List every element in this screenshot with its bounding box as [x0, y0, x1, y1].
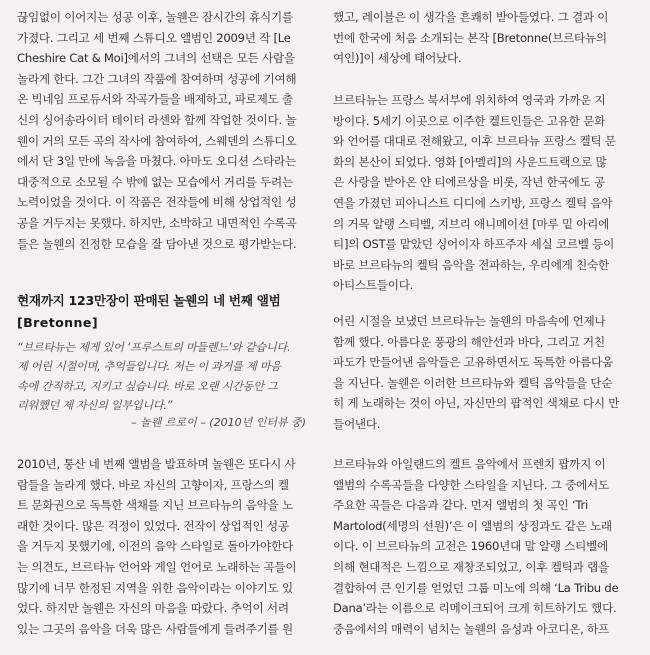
left-paragraph-1-line: 들은 놀웬의 진정한 모습을 잘 담아낸 것으로 평가받는다.	[17, 236, 297, 251]
right-paragraph-1-line: 번에 한국에 처음 소개되는 본작 [Bretonne(브르타뉴의	[333, 30, 607, 45]
right-paragraph-2-line: 은 사랑을 받아온 얀 티에르상을 비롯, 작년 한국에도 공	[333, 175, 605, 190]
album-quote-line: “브르타뉴는 제게 있어 ‘프루스트의 마들렌느’와 같습니다.	[17, 341, 291, 354]
left-paragraph-2-line: 람들을 놀라게 했다. 바로 자신의 고향이자, 프랑스의 켈	[17, 477, 289, 492]
right-paragraph-2-line: 의 거목 알랭 스티벨, 지브리 애니메이션 [마루 밑 아리에	[333, 216, 610, 231]
right-paragraph-4-line: 이다. 이 브르타뉴의 고전은 1960년대 말 알랭 스티벨에	[333, 539, 608, 554]
right-paragraph-1-line: 여인)]이 세상에 태어났다.	[333, 51, 462, 66]
album-quote-line: 리워했던 제 자신의 일부입니다.”	[17, 398, 173, 412]
left-paragraph-1-line: 웬이 거의 모든 곡의 작사에 참여하여, 스웨덴의 스튜디오	[17, 133, 297, 148]
right-paragraph-2-line: 아티스트들이다.	[333, 278, 414, 293]
left-paragraph-1-line: 끊임없이 이어지는 성공 이후, 놀웬은 잠시간의 휴식기를	[17, 10, 293, 24]
right-paragraph-4-line: 의해 현대적은 느낌으로 재창조되었고, 이후 켈틱과 랩을	[333, 559, 609, 574]
right-paragraph-3-line: 들어낸다.	[333, 416, 381, 431]
left-paragraph-2-line: 많기에 너무 한정된 지역을 위한 음악이라는 이야기도 있	[17, 580, 293, 595]
left-paragraph-1	[17, 7, 296, 254]
album-quote	[17, 338, 290, 415]
right-paragraph-3-line: 파도가 만들어낸 음악들은 고유하면서도 독특한 아름다움	[333, 355, 613, 370]
right-paragraph-2	[333, 90, 616, 296]
right-paragraph-2-line: 화의 본산이 되었다. 영화 [아멜리]의 사운드트랙으로 많	[333, 154, 607, 169]
right-paragraph-2-line: 바로 브르타뉴의 켈틱 음악을 전파하는, 우리에게 친숙한	[333, 257, 609, 272]
left-paragraph-1-line: 온 빅네임 프로듀서와 작곡가들을 배제하고, 파로제도 출	[17, 92, 293, 107]
right-paragraph-2-line: 와 언어를 대대로 전해왔고, 이후 브르타뉴 프랑스 켈틱 문	[333, 134, 616, 149]
right-paragraph-3-line: 어린 시절을 보냈던 브르타뉴는 놀웬의 마음속에 언제나	[333, 314, 606, 328]
left-paragraph-1-line: 신의 싱어송라이터 테이터 라센와 함께 작업한 것이다. 놀	[17, 112, 297, 127]
right-paragraph-4-line: 중음에서의 매력이 넘치는 놀웬의 음성과 아코디온, 하프	[333, 621, 609, 636]
quote-attribution: – 놀웬 르로이 – (2010년 인터뷰 중)	[131, 416, 306, 429]
right-paragraph-4-line: 결합하여 큰 인기를 얻었던 그룹 미노에 의해 ‘La Tribu de	[333, 580, 619, 595]
right-paragraph-2-line: 티]의 OST를 맡았던 싱어이자 하프주자 세실 코르벨 등이	[333, 237, 615, 252]
right-paragraph-1-line: 했고, 레이블은 이 생각을 흔쾌히 받아들였다. 그 결과 이	[333, 10, 609, 24]
left-paragraph-1-line: 놀라게 한다. 그간 그녀의 작품에 참여하며 성공에 기여해	[17, 71, 297, 86]
left-paragraph-1-line: 에서 단 3일 만에 녹음을 마쳤다. 아마도 오디션 스타라는	[17, 154, 296, 169]
right-column	[327, 0, 650, 655]
left-column	[0, 0, 322, 655]
album-quote-line: 제 어린 시절이며, 추억들입니다. 저는 이 과거를 제 마음	[17, 360, 281, 374]
right-paragraph-3-line: 을 지닌다. 놀웬은 이러한 브르타뉴와 켈틱 음악들을 단순	[333, 375, 613, 390]
right-paragraph-4	[333, 454, 618, 639]
left-paragraph-2-line: 었다. 하지만 놀웬은 자신의 마음을 따랐다. 추억이 서려	[17, 601, 289, 616]
section-heading-line-1: 현재까지 123만장이 판매된 놀웬의 네 번째 앨범	[17, 293, 281, 308]
left-paragraph-1-line: Cheshire Cat & Moi]에서의 그녀의 선택은 모든 사람을	[17, 51, 295, 66]
left-paragraph-2-line: 2010년, 통산 네 번째 앨범을 발표하며 놀웬은 또다시 사	[17, 457, 296, 471]
left-paragraph-2-line: 는 의견도, 브르타뉴 언어와 게일 언어로 노래하는 곡들이	[17, 559, 297, 574]
left-paragraph-1-line: 대중적으로 소모될 수 밖에 없는 모습에서 거리를 두려는	[17, 174, 293, 189]
left-paragraph-2-line: 트 문화권으로 독특한 색채를 지닌 브르타뉴의 음악을 노	[17, 498, 293, 513]
right-paragraph-4-line: Martolod(세명의 선원)’은 이 앨범의 상징과도 같은 노래	[333, 518, 612, 533]
right-paragraph-2-line: 연을 가졌던 피아니스트 디디에 스키방, 프랑스 켈틱 음악	[333, 195, 613, 210]
left-paragraph-2-line: 있는 그곳의 음악을 더욱 많은 사람들에게 들려주기를 원	[17, 621, 293, 636]
left-paragraph-1-line: 공을 거두지는 못했다. 하지만, 소박하고 내면적인 수록곡	[17, 215, 297, 230]
right-paragraph-4-line: Dana’라는 이름으로 리메이크되어 크게 히트하기도 했다.	[333, 601, 617, 616]
album-quote-line: 속에 간직하고, 지키고 싶습니다. 바로 오랜 시간동안 그	[17, 379, 278, 393]
left-paragraph-2	[17, 454, 296, 639]
right-paragraph-4-line: 주요한 곡들은 다음과 같다. 먼저 앨범의 첫 곡인 ‘Tri	[333, 498, 589, 513]
right-paragraph-3-line: 히 게 노래하는 것이 아닌, 자신만의 팝적인 색채로 다시 만	[333, 396, 620, 411]
right-paragraph-2-line: 방이다. 5세기 이곳으로 이주한 켈트인들은 고유한 문화	[333, 113, 606, 128]
left-paragraph-2-line: 래한 것이다. 많은 걱정이 있었다. 전작이 상업적인 성공	[17, 518, 289, 533]
left-paragraph-2-line: 을 거두지 못했기에, 이전의 음악 스타일로 돌아가야한다	[17, 539, 293, 554]
section-heading-line-2: [Bretonne]	[17, 315, 99, 330]
right-paragraph-4-line: 브르타뉴와 아일랜드의 켈트 음악에서 프렌치 팝까지 이	[333, 457, 606, 471]
right-paragraph-3	[333, 311, 619, 435]
left-paragraph-1-line: 노력이었을 것이다. 이 작품은 전작들에 비해 상업적인 성	[17, 195, 297, 210]
right-paragraph-2-line: 브르타뉴는 프랑스 북서부에 위치하여 영국과 가까운 지	[333, 93, 606, 107]
right-paragraph-1	[333, 7, 608, 69]
right-paragraph-4-line: 앨범의 수록곡들을 다양한 스타일을 지닌다. 그 중에서도	[333, 477, 609, 492]
left-paragraph-1-line: 가졌다. 그리고 세 번째 스튜디오 앨범인 2009년 작 [Le	[17, 30, 291, 45]
right-paragraph-3-line: 함께 했다. 아름다운 풍광의 해안선과 바다, 그리고 거친	[333, 334, 605, 349]
